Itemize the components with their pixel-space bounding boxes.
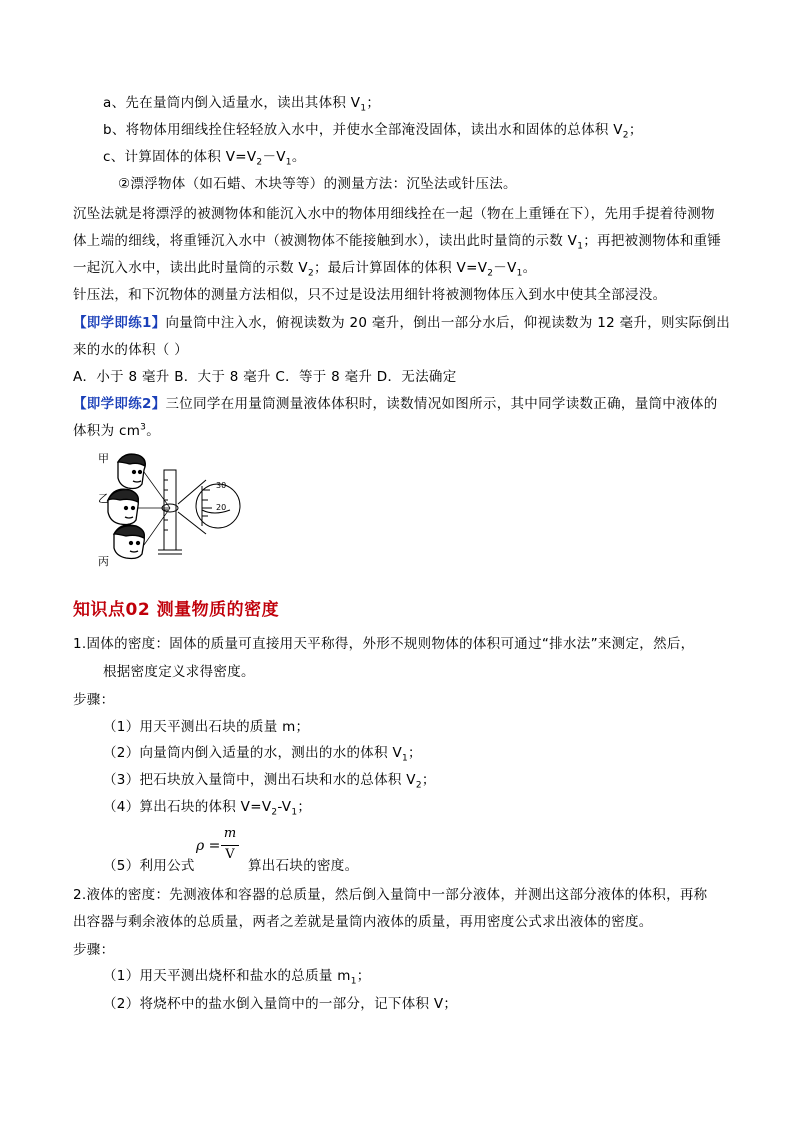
sink-paragraph-line-3: 一起沉入水中，读出此时量筒的示数 $V_2$；最后计算固体的体积 $V=V_2-V_1$。 — [73, 260, 537, 279]
cylinder-reading-figure — [98, 450, 242, 568]
liquid-density-line-2: 出容器与剩余液体的总质量，两者之差就是量筒内液体的质量，再用密度公式求出液体的密度。 — [73, 914, 653, 930]
step-c-line: c、计算固体的体积 $V=V_2-V_1$。 — [103, 149, 306, 168]
scale-label-20: 20 — [216, 503, 227, 512]
exercise-2-line-1: 【即学即练2】三位同学在用量筒测量液体体积时，读数情况如图所示，其中同学读数正确，量筒中液体的 — [73, 396, 718, 412]
label-bing: 丙 — [98, 555, 109, 568]
solid-density-line-2: 根据密度定义求得密度。 — [103, 664, 255, 680]
fraction-bar — [221, 845, 239, 846]
solid-step-4: （4）算出石块的体积 $V=V_2-V_1$； — [103, 799, 312, 818]
student-jia-face — [118, 454, 145, 489]
graduated-cylinder — [158, 470, 206, 554]
sink-paragraph-line-1: 沉坠法就是将漂浮的被测物体和能沉入水中的物体用细线拴在一起（物在上重锤在下），先用手提着待测物 — [73, 206, 715, 222]
step-b-line: b、将物体用细线拴住轻轻放入水中，并使水全部淹没固体，读出水和固体的总体积 $V_2$； — [103, 122, 643, 141]
exercise-2-line-2: 体积为 $cm^3$。 — [73, 422, 161, 439]
scale-label-30: 30 — [216, 481, 227, 490]
density-formula-denominator: V — [225, 847, 235, 862]
solid-step-2: （2）向量筒内倒入适量的水，测出的水的体积 $V_1$； — [103, 745, 422, 764]
label-yi: 乙 — [98, 492, 109, 505]
sink-paragraph-line-2: 体上端的细线，将重锤沉入水中（被测物体不能接触到水），读出此时量筒的示数 $V_1$；再把被测物体和重锤 — [73, 233, 722, 252]
solid-step-5-suffix: 算出石块的密度。 — [248, 858, 359, 874]
student-yi-face — [108, 489, 138, 524]
solid-step-3: （3）把石块放入量筒中，测出石块和水的总体积 $V_2$； — [103, 772, 436, 791]
liquid-density-line-1: 2.液体的密度：先测液体和容器的总质量，然后倒入量筒中一部分液体，并测出这部分液体的体积，再称 — [73, 887, 708, 903]
steps-label-2: 步骤： — [73, 942, 115, 958]
exercise-1-line-1: 【即学即练1】向量筒中注入水，俯视读数为 20 毫升，倒出一部分水后，仰视读数为 12 毫升，则实际倒出 — [73, 315, 731, 331]
solid-step-1: （1）用天平测出石块的质量 m； — [103, 719, 310, 735]
exercise-1-options: A．小于 8 毫升 B．大于 8 毫升 C．等于 8 毫升 D．无法确定 — [73, 369, 457, 385]
student-bing-face — [114, 525, 144, 559]
step-a-line: a、先在量筒内倒入适量水，读出其体积 $V_1$； — [103, 95, 381, 114]
liquid-step-2: （2）将烧杯中的盐水倒入量筒中的一部分，记下体积 V； — [103, 996, 458, 1012]
liquid-step-1: （1）用天平测出烧杯和盐水的总质量 $m_1$； — [103, 968, 371, 987]
steps-label-1: 步骤： — [73, 692, 115, 708]
exercise-1-line-2: 来的水的体积（ ） — [73, 342, 188, 358]
exercise-2-tag: 【即学即练2】 — [73, 396, 166, 412]
density-formula-numerator: m — [223, 826, 237, 841]
solid-density-line-1: 1.固体的密度：固体的质量可直接用天平称得，外形不规则物体的体积可通过“排水法”来测定，然后， — [73, 636, 695, 652]
cylinder-reading-illustration — [98, 450, 242, 568]
needle-method-line: 针压法，和下沉物体的测量方法相似，只不过是设法用细针将被测物体压入到水中使其全部浸没。 — [73, 287, 667, 303]
density-formula-rho: ρ = — [196, 838, 221, 854]
solid-step-5-prefix: （5）利用公式 — [103, 858, 195, 874]
float-method-line: ②漂浮物体（如石蜡、木块等等）的测量方法：沉坠法或针压法。 — [118, 176, 517, 192]
section-title: 知识点02 测量物质的密度 — [73, 600, 280, 620]
exercise-1-tag: 【即学即练1】 — [73, 315, 166, 331]
label-jia: 甲 — [98, 452, 109, 465]
